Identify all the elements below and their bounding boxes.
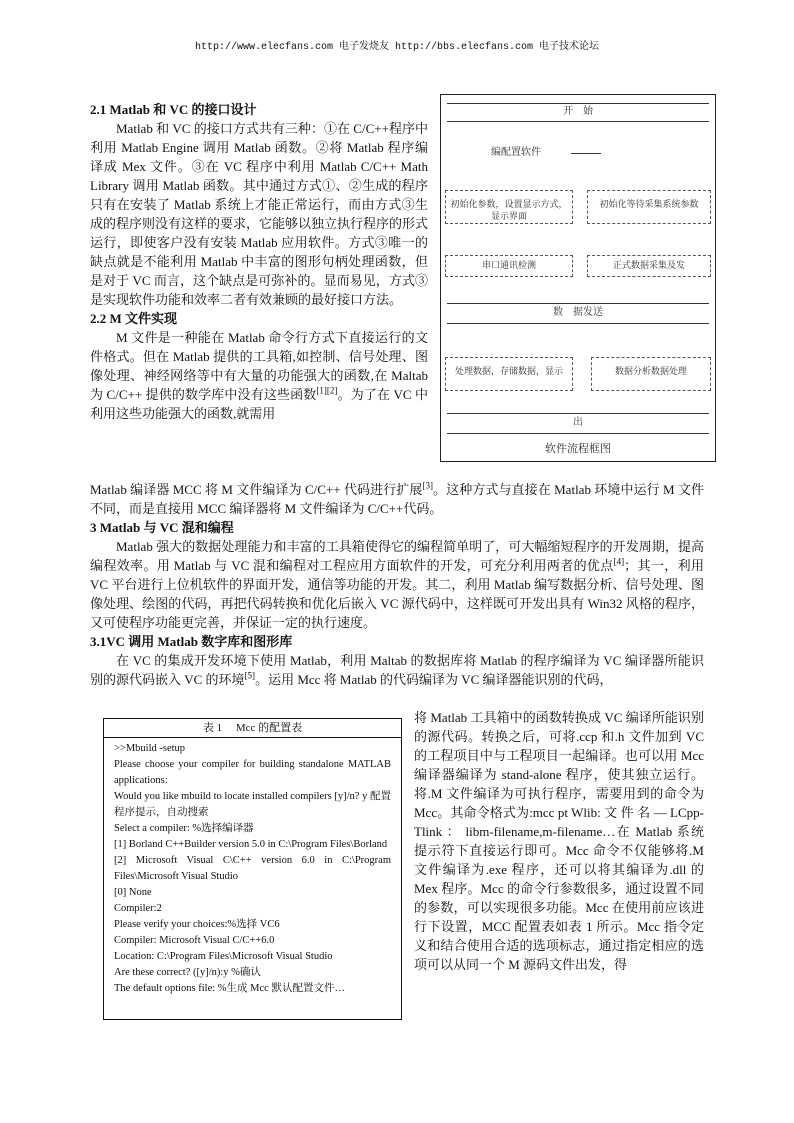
ref-5: [5] — [244, 670, 256, 681]
section-2-2-title: 2.2 M 文件实现 — [90, 311, 178, 326]
flow-mid-right: 正式数据采集及发 — [612, 260, 685, 270]
section-3-title: 3 Matlab 与 VC 混和编程 — [90, 520, 234, 535]
table-row: [2] Microsoft Visual C\C++ version 6.0 in C:\Program Files\Microsoft Visual Studio — [114, 855, 391, 882]
ref-1-2: [1][2] — [316, 385, 338, 396]
section-3-1-title: 3.1VC 调用 Matlab 数字库和图形库 — [90, 634, 293, 649]
section-3-1-text: 在 VC 的集成开发环境下使用 Matlab，利用 Maltab 的数据库将 Matlab 的程序编译为 VC 编译器所能识别的源代码嵌入 VC 的环境 — [90, 653, 704, 687]
table-row: Are these correct? ([y]/n):y %确认 — [114, 967, 261, 978]
left-column — [90, 100, 428, 423]
flowchart-figure — [440, 94, 716, 462]
figure-caption: 软件流程框图 — [545, 443, 611, 455]
flow-proc-right: 数据分析数据处理 — [614, 366, 687, 376]
flow-config: 编配置软件 — [491, 147, 541, 158]
ref-3: [3] — [422, 480, 433, 491]
right-column — [414, 708, 704, 974]
section-2-1-title: 2.1 Matlab 和 VC 的接口设计 — [90, 102, 257, 117]
table-row: [1] Borland C++Builder version 5.0 in C:\Program Files\Borland — [114, 839, 388, 850]
table-1-rows — [104, 738, 401, 1000]
flow-init-right: 初始化等待采集系统参数 — [599, 199, 699, 209]
section-2-2-continued — [90, 480, 704, 518]
flow-init-left: 初始化参数，设置显示方式，显示界面 — [450, 199, 568, 221]
flow-end: 出 — [573, 417, 583, 428]
table-row: The default options file: %生成 Mcc 默认配置文件… — [114, 983, 345, 994]
table-row: Location: C:\Program Files\Microsoft Visual Studio — [114, 951, 333, 962]
section-3-1-right: 将 Matlab 工具箱中的函数转换成 VC 编译所能识别的源代码。转换之后，可将.ccp 和.h 文件加到 VC 的工程项目中与工程项目一起编译。也可以用 Mcc 编译器编译为 stand-alone 程序，使其独立运行。将.M 文件编译为可执行程序，需要用到的命令为 Mcc。其命令格式为:mcc pt Wlib: 文 件 名 — LCpp-Tlink ： libm-filename,m-filename…在 Matlab 系统提示符下直接运行即可。Mcc 命令不仅能够将.M 文件编译为.exe 程序，还可以将其编译为.dll 的 Mex 程序。Mcc 的命令行参数很多，通过设置不同的参数，可以实现很多功能。Mcc 在使用前应该进行下设置，MCC 配置表如表 1 所示。Mcc 指令定义和结合使用合适的选项标志，通过指定相应的选项可以从同一个 M 源码文件出发，得 — [414, 710, 704, 972]
table-row: >>Mbuild -setup — [114, 743, 186, 754]
flow-start: 开 始 — [563, 106, 593, 117]
table-1-caption: 表 1 Mcc 的配置表 — [104, 719, 401, 738]
table-row: Please choose your compiler for building standalone MATLAB applications: — [114, 759, 391, 786]
flow-serial: 串口通讯检测 — [481, 260, 536, 270]
table-1 — [103, 718, 402, 1020]
section-3-text: Matlab 强大的数据处理能力和丰富的工具箱使得它的编程简单明了，可大幅缩短程序的开发周期，提高编程效率。用 Matlab 与 VC 混和编程对工程应用方面软件的开发，可充分利用两者的优点 — [90, 539, 704, 573]
table-row: Compiler: Microsoft Visual C/C++6.0 — [114, 935, 275, 946]
section-2-2-text: M 文件是一种能在 Matlab 命令行方式下直接运行的文件格式。但在 Matlab 提供的工具箱,如控制、信号处理、图像处理、神经网络等中有大量的功能强大的函数,在 Maltab 为 C/C++ 提供的数学库中没有这些函数 — [90, 330, 428, 402]
ref-4: [4] — [613, 556, 625, 567]
section-3-1-body — [90, 651, 704, 689]
table-row: Select a compiler: %选择编译器 — [114, 823, 254, 834]
section-2-2-body — [90, 328, 428, 423]
table-row: Please verify your choices:%选择 VC6 — [114, 919, 280, 930]
flow-data: 数 据发送 — [553, 307, 603, 318]
section-2-1-body: Matlab 和 VC 的接口方式共有三种：①在 C/C++程序中利用 Matlab Engine 调用 Matlab 函数。②将 Matlab 程序编译成 Mex 文件。③在 VC 程序中利用 Matlab C/C++ Math Library 调用 Matlab 函数。其中通过方式①、②生成的程序只有在安装了 Matlab 系统上才能正常运行，而由方式③生成的程序则没有这样的要求，它能够以独立执行程序的形式运行，即使客户没有安装 Matlab 应用软件。方式③唯一的缺点就是不能利用 Matlab 中丰富的图形句柄处理函数，但是对于 VC 而言，这个缺点是可弥补的。显而易见，方式③是实现软件功能和效率二者有效兼顾的最好接口方法。 — [90, 121, 429, 307]
section-3-text-2: ；其一，利用 VC 平台进行上位机软件的界面开发，通信等功能的开发。其二，利用 Matlab 编写数据分析、信号处理、图像处理、绘图的代码，再把代码转换和优化后嵌入 VC 源代码中，这样既可开发出具有 Win32 风格的程序，又可使程序功能更完善，并保证一定的执行速度。 — [90, 558, 704, 630]
section-3-1-text-2: 。运用 Mcc 将 Matlab 的代码编译为 VC 编译器能识别的代码， — [255, 672, 613, 687]
flow-proc-left: 处理数据，存储数据，显示 — [454, 366, 563, 376]
section-3-body — [90, 537, 704, 632]
full-width-text — [90, 480, 704, 689]
page-header: http://www.elecfans.com 电子发烧友 http://bbs.elecfans.com 电子技术论坛 — [194, 42, 600, 53]
section-2-2-text-3: Matlab 编译器 MCC 将 M 文件编译为 C/C++ 代码进行扩展 — [90, 482, 423, 497]
table-row: Compiler:2 — [114, 903, 162, 914]
table-row: Would you like mbuild to locate installed compilers [y]/n? y 配置程序提示，自动搜索 — [114, 791, 391, 818]
section-2-2-text-2: 。为了在 VC 中利用这些功能强大的函数,就需用 — [90, 387, 428, 421]
section-2-2-text-4: 。这种方式与直接在 Matlab 环境中运行 M 文件不同，而是直接用 MCC 编译器将 M 文件编译为 C/C++代码。 — [90, 482, 704, 516]
table-row: [0] None — [114, 887, 152, 898]
